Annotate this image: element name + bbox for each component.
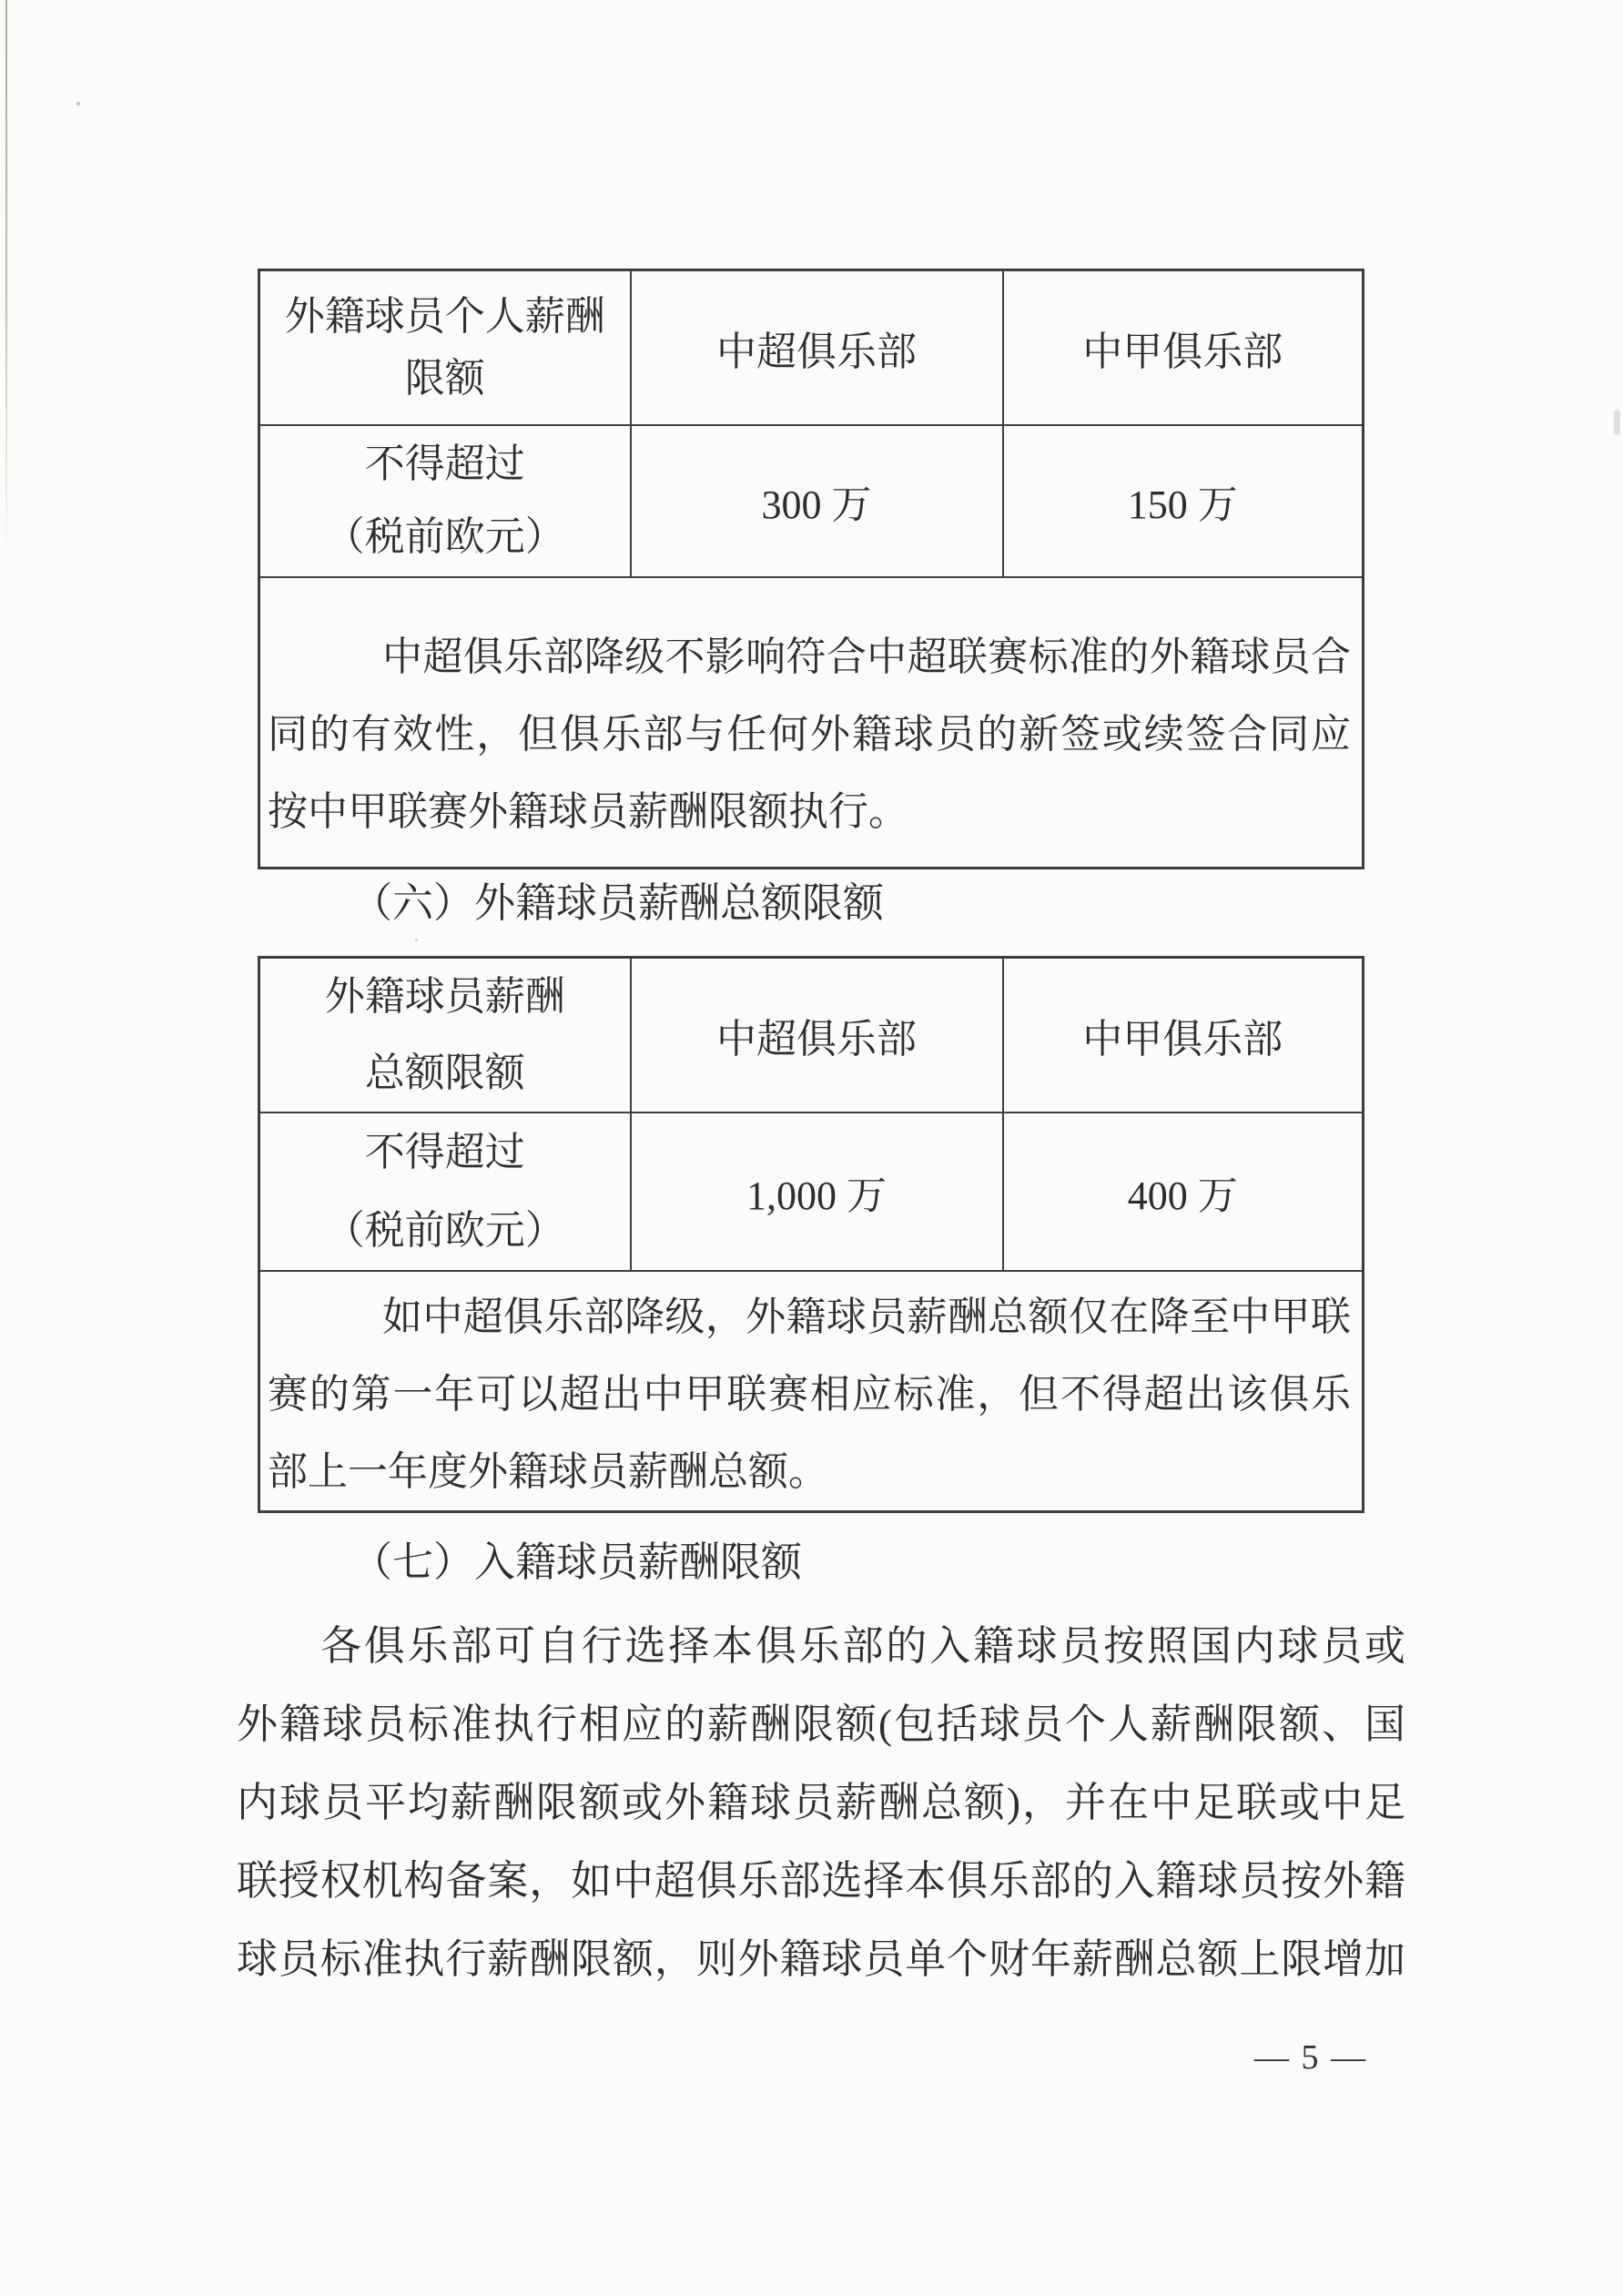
relegation-note-cell [259,577,1364,869]
table-limit-row [259,425,1364,577]
header-label-line1: 外籍球员个人薪酬 [284,293,605,339]
foreign-player-total-salary-cap-table [258,956,1364,1513]
table-limit-row [259,1112,1364,1271]
scan-smudge [1614,410,1620,435]
header-label-line1: 外籍球员薪酬 [324,974,565,1019]
league-one-limit-value: 150 万 [1003,425,1364,577]
header-cell-csl: 中超俱乐部 [631,270,1003,425]
limit-label-cell [259,1112,631,1271]
page-number: — 5 — [1254,2038,1367,2077]
paragraph-line: 各俱乐部可自行选择本俱乐部的入籍球员按照国内球员或 [320,1623,1405,1669]
paragraph-line: 内球员平均薪酬限额或外籍球员薪酬总额)，并在中足联或中足 [237,1780,1405,1825]
section-7-heading: （七）入籍球员薪酬限额 [351,1539,803,1585]
limit-label-line1: 不得超过 [364,442,525,486]
limit-label-cell [259,425,631,577]
scan-edge-artifact [5,0,7,555]
section-7-paragraph [237,1607,1405,1998]
csl-limit-value: 1,000 万 [631,1112,1003,1271]
league-one-limit-value: 400 万 [1003,1112,1364,1271]
foreign-player-individual-salary-cap-table [258,269,1364,869]
table-header-row [259,270,1364,425]
paragraph-line: 外籍球员标准执行相应的薪酬限额(包括球员个人薪酬限额、国 [237,1702,1405,1747]
table-note-row [259,577,1364,869]
header-cell-label [259,270,631,425]
header-cell-league-one: 中甲俱乐部 [1003,958,1364,1113]
header-cell-league-one: 中甲俱乐部 [1003,270,1364,425]
limit-label-line2: （税前欧元） [324,514,565,559]
limit-label-line1: 不得超过 [364,1130,525,1174]
paragraph-line: 联授权机构备案，如中超俱乐部选择本俱乐部的入籍球员按外籍 [237,1858,1405,1904]
note-line: 如中超俱乐部降级，外籍球员薪酬总额仅在降至中甲联 [382,1295,1351,1339]
header-label-line2: 总额限额 [364,1051,525,1095]
limit-label-line2: （税前欧元） [324,1208,565,1253]
header-cell-csl: 中超俱乐部 [631,958,1003,1113]
scan-speck [415,939,418,941]
table-note-row [259,1271,1364,1512]
note-line: 部上一年度外籍球员薪酬总额。 [268,1449,828,1494]
csl-limit-value: 300 万 [631,425,1003,577]
note-line: 同的有效性，但俱乐部与任何外籍球员的新签或续签合同应 [268,711,1351,757]
scan-speck [76,102,80,106]
paragraph-line: 球员标准执行薪酬限额，则外籍球员单个财年薪酬总额上限增加 [237,1936,1405,1982]
note-line: 中超俱乐部降级不影响符合中超联赛标准的外籍球员合 [382,634,1351,679]
relegation-note-cell [259,1271,1364,1512]
note-line: 按中甲联赛外籍球员薪酬限额执行。 [268,788,908,834]
header-cell-label [259,958,631,1113]
table-header-row [259,958,1364,1113]
section-6-heading: （六）外籍球员薪酬总额限额 [351,880,885,926]
note-line: 赛的第一年可以超出中甲联赛相应标准，但不得超出该俱乐 [268,1372,1351,1417]
header-label-line2: 限额 [404,355,485,401]
